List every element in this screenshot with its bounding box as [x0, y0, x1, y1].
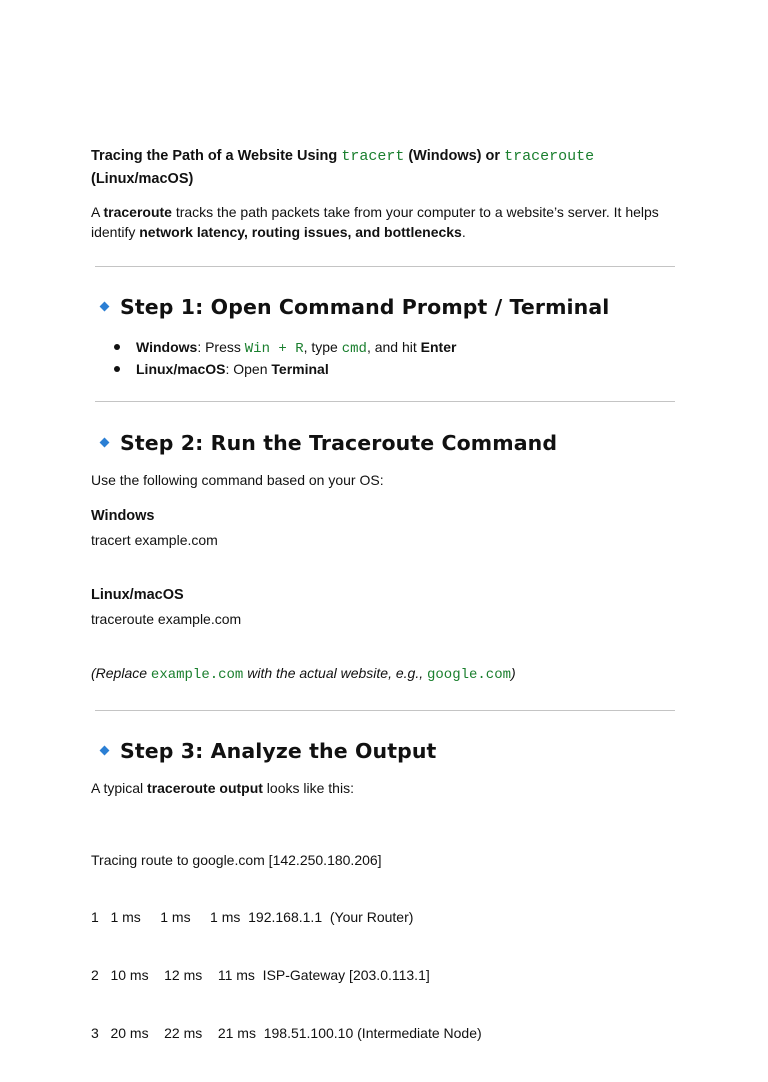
- diamond-bullet-icon: [100, 438, 110, 448]
- list-item-windows: Windows: Press Win + R, type cmd, and hit Enter: [113, 337, 456, 359]
- intro-term: traceroute: [103, 204, 172, 220]
- intro-emphasis: network latency, routing issues, and bottlenecks: [139, 224, 462, 240]
- code-tracert: tracert: [341, 148, 405, 165]
- output-line: 1 1 ms 1 ms 1 ms 192.168.1.1 (Your Router): [91, 909, 414, 926]
- linux-label: Linux/macOS: [91, 587, 184, 603]
- output-line: Tracing route to google.com [142.250.180.206]: [91, 851, 382, 868]
- code-win-r: Win + R: [244, 341, 304, 357]
- intro-paragraph: A traceroute tracks the path packets take from your computer to a website’s server. It helps identify network latency, routing issues, and bottlenecks.: [91, 204, 659, 240]
- windows-label: Windows: [91, 508, 155, 524]
- linux-command: traceroute example.com: [91, 611, 242, 627]
- windows-command: tracert example.com: [91, 532, 218, 548]
- divider: [95, 401, 675, 402]
- list-item-linux: Linux/macOS: Open Terminal: [113, 359, 456, 379]
- diamond-bullet-icon: [100, 746, 110, 756]
- divider: [95, 266, 675, 267]
- diamond-bullet-icon: [100, 302, 110, 312]
- traceroute-output: [91, 812, 482, 1082]
- step-3-heading: Step 3: Analyze the Output: [91, 738, 681, 764]
- replace-note: (Replace example.com with the actual website, e.g., google.com): [91, 665, 516, 683]
- step-2-lead: Use the following command based on your OS:: [91, 472, 384, 488]
- step-3-lead: A typical traceroute output looks like this:: [91, 780, 354, 796]
- output-line: 3 20 ms 22 ms 21 ms 198.51.100.10 (Intermediate Node): [91, 1025, 482, 1042]
- document-title: Tracing the Path of a Website Using tracert (Windows) or traceroute (Linux/macOS): [91, 148, 595, 187]
- code-cmd: cmd: [341, 341, 367, 357]
- code-google-com: google.com: [427, 667, 512, 683]
- step-1-heading: Step 1: Open Command Prompt / Terminal: [91, 294, 681, 320]
- code-example-com: example.com: [150, 667, 244, 683]
- code-traceroute: traceroute: [504, 148, 595, 165]
- step-2-heading: Step 2: Run the Traceroute Command: [91, 430, 681, 456]
- step-1-list: [113, 337, 456, 379]
- output-line: 2 10 ms 12 ms 11 ms ISP-Gateway [203.0.113.1]: [91, 967, 430, 984]
- divider: [95, 710, 675, 711]
